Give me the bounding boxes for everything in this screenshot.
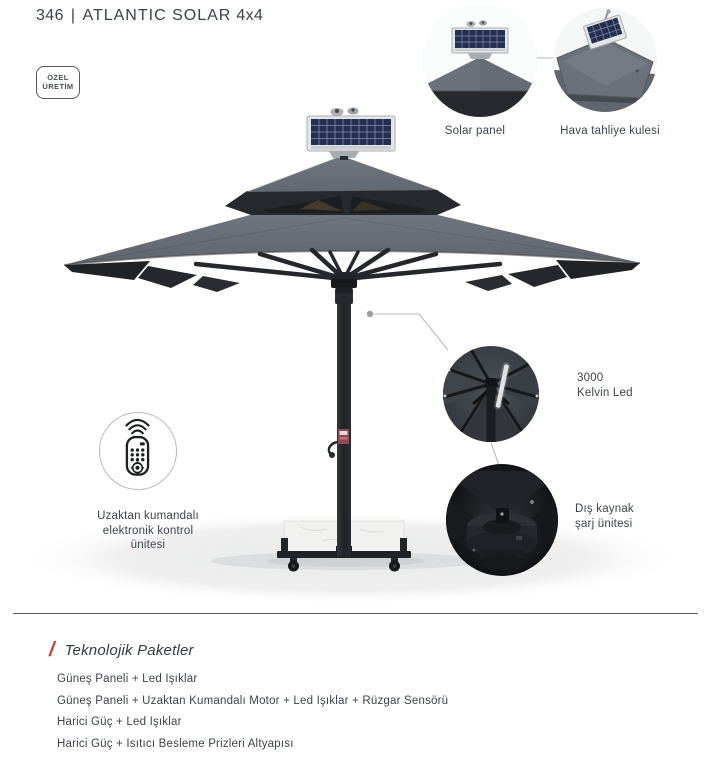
section-divider (13, 613, 698, 614)
tech-packages-heading (49, 640, 194, 660)
red-slash-accent: / (49, 639, 55, 661)
solar-panel-detail-photo (423, 3, 537, 117)
rib-hub (331, 272, 357, 293)
label-remote-line2: elektronik kontrol (102, 524, 194, 537)
callout-circle-air-vent (553, 8, 657, 112)
label-charge-line2: şarj ünitesi (575, 517, 633, 530)
title-separator: | (70, 7, 76, 24)
tech-package-item: Harici Güç + Led Işıklar (57, 716, 182, 728)
badge-line-2: ÜRETİM (42, 81, 74, 91)
led-detail-photo (443, 346, 539, 442)
tech-package-item: Harici Güç + Isıtıcı Besleme Prizleri Altyapısı (57, 737, 294, 750)
label-air-vent: Hava tahliye kulesi (560, 125, 660, 137)
label-remote-line3: ünitesi (130, 539, 166, 551)
callout-circle-remote (99, 412, 177, 490)
charge-unit-detail-photo (446, 464, 558, 576)
label-remote-line1: Uzaktan kumandalı (97, 510, 199, 522)
callout-dot (367, 311, 373, 317)
label-solar-panel: Solar panel (444, 125, 506, 137)
label-charge-line1: Dış kaynak (575, 503, 634, 515)
tech-package-item: Güneş Paneli + Led Işıklar (57, 673, 198, 685)
product-number: 346 (36, 7, 64, 24)
label-led (577, 371, 633, 400)
solar-panel-icon (307, 108, 395, 161)
label-charge (575, 502, 634, 531)
wireless-waves-icon (126, 420, 148, 433)
vent-canopy (225, 156, 461, 215)
product-variant: 4x4 (236, 7, 264, 24)
label-led-line2: Kelvin Led (577, 386, 633, 399)
callout-circle-led (443, 346, 539, 442)
badge-line-1: ÖZEL (47, 73, 69, 82)
label-remote (83, 509, 213, 553)
remote-control-icon (100, 413, 175, 488)
label-led-line1: 3000 (577, 372, 604, 384)
air-vent-detail-photo (553, 8, 657, 112)
callout-circle-charge-unit (446, 464, 558, 576)
tech-packages-title: Teknolojik Paketler (64, 642, 194, 659)
callout-circle-solar-panel (423, 3, 537, 117)
tech-packages-list (57, 673, 448, 759)
product-name: ATLANTIC SOLAR (82, 7, 232, 24)
tech-package-item: Güneş Paneli + Uzaktan Kumandalı Motor + Led Işıklar + Rüzgar Sensörü (57, 694, 449, 707)
